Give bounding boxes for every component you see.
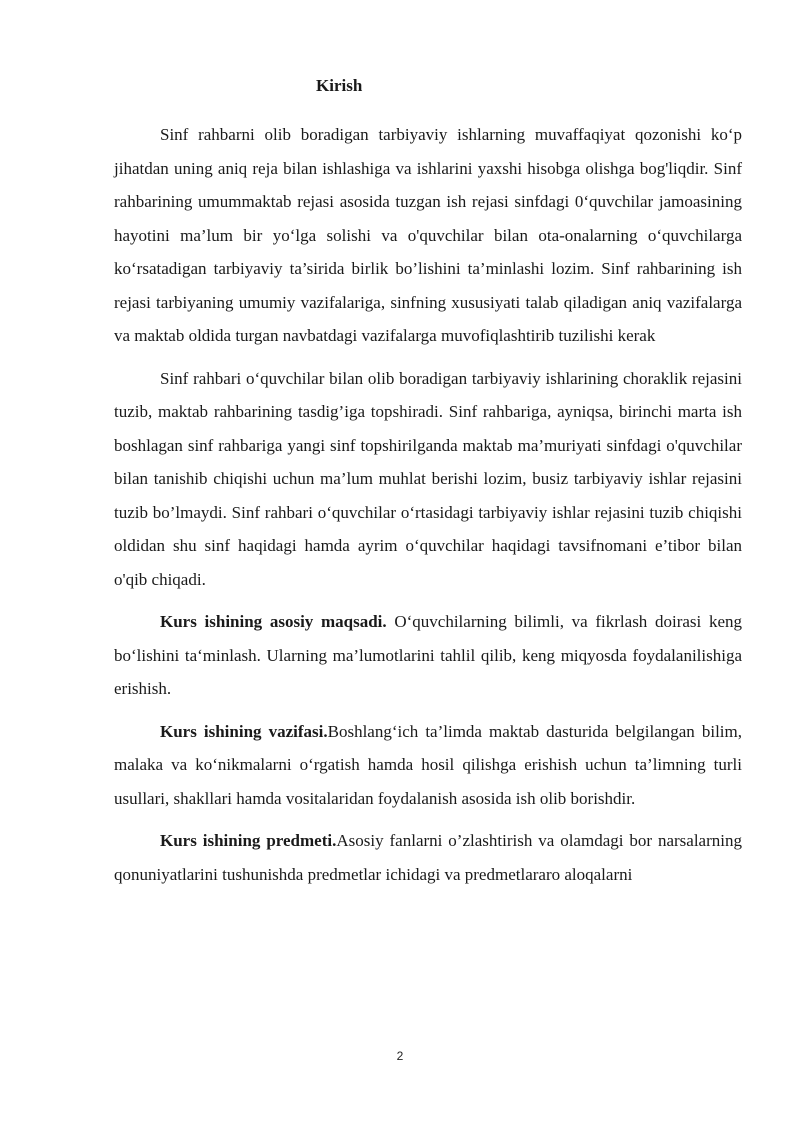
paragraph-subject xyxy=(114,824,742,891)
page-number: 2 xyxy=(396,1049,404,1063)
paragraph-text: Sinf rahbari o‘quvchilar bilan olib boradigan tarbiyaviy ishlarining choraklik rejasini tuzib, maktab rahbarining tasdig’iga topshiradi. Sinf rahbariga, ayniqsa, birinchi marta ish boshlagan sinf rahbariga yangi sinf topshirilganda maktab ma’muriyati sinfdagi o'quvchilar bilan tanishib chiqishi uchun ma’lum muhlat berishi lozim, busiz tarbiyaviy ishlar rejasini tuzib bo’lmaydi. Sinf rahbari o‘quvchilar o‘rtasidagi tarbiyaviy ishlar rejasini tuzib chiqishi oldidan shu sinf haqidagi hamda ayrim o‘quvchilar haqidagi tavsifnomani e’tibor bilan o'qib chiqadi. xyxy=(114,368,742,589)
paragraph-goal xyxy=(114,605,742,706)
paragraph-intro-1 xyxy=(114,118,742,353)
page-title: Kirish xyxy=(316,76,363,95)
paragraph-intro-2 xyxy=(114,362,742,597)
paragraph-text: Boshlang‘ich ta’limda maktab dasturida belgilangan bilim, malaka va ko‘nikmalarni o‘rgatish hamda hosil qilishga erishish uchun ta’limning turli usullari, shakllari hamda vositalaridan foydalanish asosida ish olib borishdir. xyxy=(114,721,742,808)
document-body xyxy=(114,118,742,900)
paragraph-text: O‘quvchilarning bilimli, va fikrlash doirasi keng bo‘lishini ta‘minlash. Ularning ma’lumotlarini tahlil qilib, keng miqyosda foydalanilishiga erishish. xyxy=(114,612,742,698)
paragraph-task xyxy=(114,715,742,816)
paragraph-lead: Kurs ishining predmeti. xyxy=(160,831,337,850)
paragraph-lead: Kurs ishining vazifasi. xyxy=(160,721,328,741)
paragraph-text: Sinf rahbarni olib boradigan tarbiyaviy ishlarning muvaffaqiyat qozonishi ko‘p jihatdan uning aniq reja bilan ishlashiga va ishlarini yaxshi hisobga olishga bog'liqdir. Sinf rahbarining umummaktab rejasi asosida tuzgan ish rejasi sinfdagi 0‘quvchilar jamoasining hayotini ma’lum bir yo‘lga solishi va o'quvchilar bilan ota-onalarning o‘quvchilarga ko‘rsatadigan tarbiyaviy ta’sirida birlik bo’lishini ta’minlashi lozim. Sinf rahbarining ish rejasi tarbiyaning umumiy vazifalariga, sinfning xususiyati talab qiladigan aniq vazifalarga va maktab oldida turgan navbatdagi vazifalarga muvofiqlashtirib tuzilishi kerak xyxy=(114,125,742,345)
paragraph-lead: Kurs ishining asosiy maqsadi. xyxy=(160,612,387,631)
paragraph-text: Asosiy fanlarni o’zlashtirish va olamdagi bor narsalarning qonuniyatlarini tushunishda predmetlar ichidagi va predmetlararo aloqalarni xyxy=(114,831,742,884)
